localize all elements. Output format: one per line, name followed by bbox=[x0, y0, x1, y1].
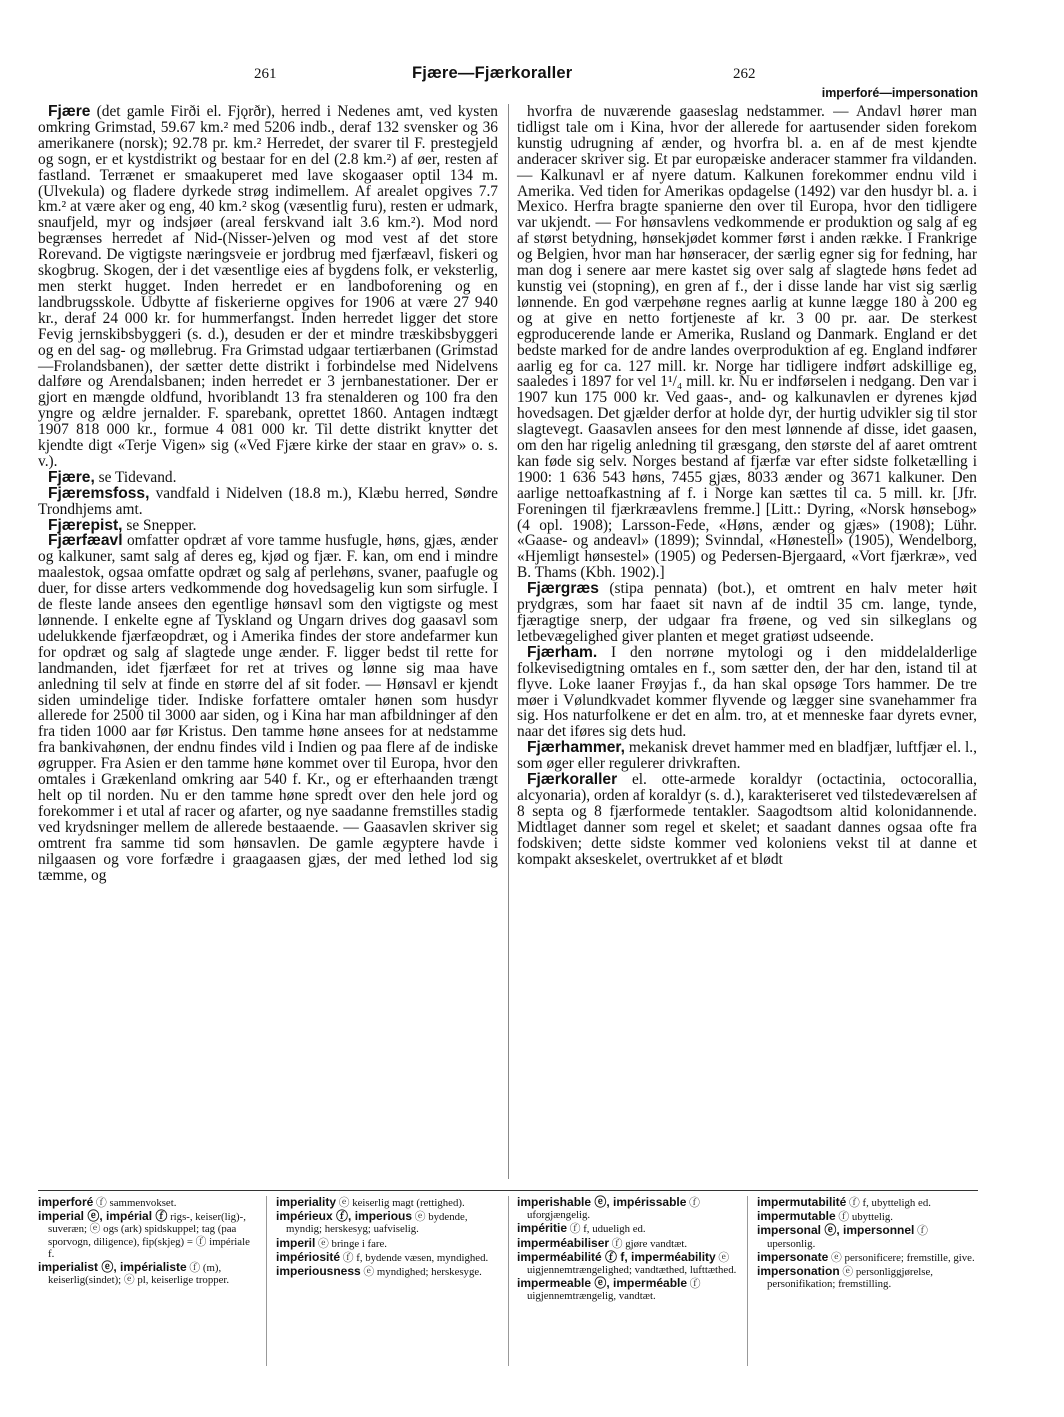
dictionary-entry bbox=[38, 518, 498, 534]
dictionary-entry bbox=[517, 1222, 737, 1235]
headword: impersonation bbox=[757, 1264, 840, 1279]
headword: Fjærkoraller bbox=[527, 771, 618, 789]
page-number-right: 262 bbox=[733, 66, 756, 82]
running-title: Fjære—Fjærkoraller bbox=[412, 64, 573, 82]
headword: Fjære, bbox=[48, 468, 95, 486]
page-number-left: 261 bbox=[254, 66, 277, 82]
entry-text: (stipa pennata) (bot.), et omtrent en halv meter høit prydgræs, som har faaet sit navn af de indtil 35 cm. lange, tynde, fjæragtige snerp, der udgaar fra frøene, og ved sin silkeglans og letbevægelighed giver planten et meget gratiøst udseende. bbox=[517, 580, 977, 645]
headword: imperil bbox=[276, 1235, 316, 1250]
entry-text: ⓕ upersonlig. bbox=[767, 1225, 928, 1250]
entry-text: ⓔ keiserlig magt (rettighed). bbox=[336, 1197, 465, 1209]
dictionary-entry bbox=[517, 104, 977, 581]
dictionary-entry bbox=[757, 1251, 977, 1264]
column-divider bbox=[508, 104, 509, 1179]
headword: impéritie bbox=[517, 1221, 568, 1236]
entry-text: ⓔ bringe i fare. bbox=[315, 1237, 388, 1250]
headword: impérieux ⓕ, imperious bbox=[276, 1209, 413, 1224]
entry-text: (det gamle Firði el. Fjǫrðr), herred i Nedenes amt, ved kysten omkring Grimstad, 59.67 km.² med 5206 indb., deraf 132 svensker og 36 amerikanere (norsk); 92.78 pr. km.² Herredet, der svarer til F. prestegjeld og sogn, er et kystdistrikt og bestaar for en del (2.8 km.²) af øer, resten af fastland. Terrænet er smaakuperet med lave skogaaser optil 134 m. (Ulvekula) og fladere dyrkede strøg indimellem. Af arealet opgives 7.7 km.² at være aker og eng, 40 km.² skog (væsentlig furu), resten er udmark, snaufjeld, myr og indsjøer (areal ferskvand ialt 3.6 km.²). Mod nord begrænses herredet af Nid-(Nisser-)elven og mod vest af det store Rorevand. De vigtigste næringsveie er jordbrug med fjærfæavl, fiskeri og skogbrug. Skogen, der i det væsentlige eies af bygdens folk, er veksterlig, men sterkt hugget. Inden herredet er en landboforening og en landbrugsskole. Udbytte af fiskerierne opgives for 1906 at være 27 940 kr., deraf 24 000 kr. for hummerfangst. Inden herredet ligger det store Fevig jernskibsbyggeri (s. d.), desuden er der et mindre træskibsbyggeri og en del sag- og møllebrug. Fra Grimstad udgaar tertiærbanen (Grimstad—Frolandsbanen), der sætter dette distrikt i forbindelse med Nidelvens dalføre og Arendalsbanen; inden herredet er 3 jernbanestationer. Der er gjort en mængde oldfund, hvoriblandt 13 fra stenalderen og 100 fra den yngre og ældre jernalder. F. sparebank, oprettet 1860. Antagen indtægt 1907 818 000 kr., formue 4 081 000 kr. Til dette distrikt knytter det kjendte digt «Terje Vigen» sig («Ved Fjære kirke der staar en grav» o. s. v.). bbox=[38, 103, 498, 470]
guide-words: imperforé—impersonation bbox=[821, 86, 978, 100]
dictionary-entry bbox=[517, 1237, 737, 1250]
dictionary-entry bbox=[38, 1196, 258, 1209]
headword: imperiality bbox=[276, 1195, 337, 1209]
headword: imperiousness bbox=[276, 1264, 361, 1279]
headword: Fjærham. bbox=[527, 643, 598, 661]
dictionary-entry bbox=[517, 645, 977, 740]
headword: imperméabilité ⓕ f, imperméability bbox=[517, 1249, 716, 1264]
dictionary-entry bbox=[757, 1224, 977, 1249]
dictionary-entry bbox=[757, 1210, 977, 1223]
headword: Fjærepist, bbox=[48, 516, 123, 534]
headword: impermutable bbox=[757, 1209, 836, 1224]
entry-text: ⓔ myndighed; herskesyge. bbox=[360, 1266, 482, 1279]
entry-text: ⓔ uigjennemtrængelighed; vandtæthed, lufttæthed. bbox=[527, 1251, 737, 1277]
glossary-column-3 bbox=[517, 1196, 737, 1304]
entry-text: ⓔ bydende, myndig; herskesyg; uafviselig. bbox=[286, 1211, 468, 1236]
headword: impermeable ⓔ, imperméable bbox=[517, 1276, 688, 1291]
headword: impersonate bbox=[757, 1249, 829, 1264]
headword: imperishable ⓔ, impérissable bbox=[517, 1195, 687, 1209]
entry-text: ⓕ (m), keiserlig(sindet); ⓔ pl, keiserlige tropper. bbox=[48, 1262, 230, 1287]
dictionary-entry bbox=[38, 1261, 258, 1286]
dictionary-entry bbox=[38, 470, 498, 486]
entry-text: omfatter opdræt af vore tamme husfugle, høns, gjæs, ænder og kalkuner, samt salg af deres eg, kjød og fjær. F. kan, om end i mindre maalestok, ogsaa omfatte opdræt og salg af perlehøns, svaner, paafugle og duer, for disse arters vedkommende dog hovedsagelig kun som sirfugle. I de fleste lande ansees den egentlige hønsavl som den vigtigste og mest lønnende. I enkelte egne af Tyskland og Ungarn drives dog gaasavl som udelukkende fjærfæopdræt, og i Amerika findes der store andefarmer kun for opdræt og salg af slagtede unge ænder. F. ligger bedst til rette for landmanden, idet fjærfæet for ret at trives og lønne sig maa have anledning til selv at finde en større del af sit foder. — Hønsavl er kjendt siden umindelige tider. Indiske forfattere omtaler hønen som husdyr allerede for 2500 til 3000 aar siden, og i Kina har man afbildninger af den fra tiden 1000 aar før Kristus. Den tamme høne ansees for at nedstamme fra bankivahønen, der endnu findes vild i Indien og paa flere af de indiske øgrupper. Fra Asien er den tamme høne kommet over til Europa, hvor den omtales i Grækenland omkring aar 540 f. Kr., og er efterhaanden trængt helt op til norden. Nu er den tamme høne spredt over den hele jord og forekommer i et utal af racer og afarter, og nye saadanne fremstilles stadig ved krydsninger mellem de allerede bestaaende. — Gaasavlen skriver sig omtrent fra samme tid som hønsavlen. De gamle ægyptere havde i nilgaasen og vore forfædre i graagaasen gjæs, der med lethed lod sig tæmme, og bbox=[38, 532, 498, 884]
entry-text: I den norrøne mytologi og i den middelalderlige folkevisedigtning omtales en f., som sætter den, der har den, istand til at flyve. Loke laaner Frøyjas f., da han skal opsøge Tors hammer. De tre møer i Vølundkvadet kommer flyvende og lægger sine svanehammer fra sig. Hos naturfolkene er det en alm. tro, at et menneske faar dyrets evner, naar det iføres sig dets hud. bbox=[517, 643, 977, 741]
entry-text: ⓕ f, bydende væsen, myndighed. bbox=[340, 1251, 489, 1264]
glossary-divider bbox=[266, 1196, 267, 1366]
dictionary-entry bbox=[276, 1265, 496, 1278]
entry-text: el. otte-armede koraldyr (octactinia, octocorallia, alcyonaria), orden af koraldyr (s. d.), karakteriseret ved tilstedeværelsen af 8 septa og 8 fjærformede tentakler. Saagodtsom altid kolonidannende. Midtlaget danner som regel et skelet; et saadant dannes ogsaa ofte fra fodskiven; dette sidste kommer ved koloniens vekst til at danne et kompakt akseskelet, overtrukket af et blødt bbox=[517, 771, 977, 868]
dictionary-entry bbox=[757, 1196, 977, 1209]
entry-text: se Tidevand. bbox=[94, 468, 177, 486]
glossary-divider bbox=[747, 1196, 748, 1366]
glossary-divider bbox=[508, 1196, 509, 1366]
footnote-rule bbox=[38, 1190, 978, 1191]
dictionary-entry bbox=[517, 581, 977, 645]
headword: imperialist ⓔ, impérialiste bbox=[38, 1260, 187, 1275]
entry-text: mekanisk drevet hammer med en bladfjær, luftfjær el. l., som øger eller regulerer drivkraften. bbox=[517, 739, 977, 773]
dictionary-entry bbox=[276, 1196, 496, 1209]
entry-text: ⓕ ubyttelig. bbox=[835, 1211, 893, 1224]
headword: imperial ⓔ, impérial ⓕ bbox=[38, 1209, 168, 1224]
dictionary-entry bbox=[276, 1237, 496, 1250]
headword: impériosité bbox=[276, 1249, 341, 1264]
headword: Fjærgræs bbox=[527, 580, 599, 598]
headword: Fjære bbox=[48, 103, 91, 120]
entry-text: vandfald i Nidelven (18.8 m.), Klæbu herred, Søndre Trondhjems amt. bbox=[38, 484, 498, 518]
headword: Fjærfæavl bbox=[48, 532, 123, 550]
right-column bbox=[517, 104, 977, 868]
glossary-column-2 bbox=[276, 1196, 496, 1279]
entry-text: ⓕ gjøre vandtæt. bbox=[609, 1237, 688, 1250]
headword: Fjærhammer, bbox=[527, 739, 625, 757]
entry-text: se Snepper. bbox=[122, 516, 197, 534]
entry-text: ⓕ f, udueligh ed. bbox=[567, 1223, 646, 1236]
headword: imperforé bbox=[38, 1195, 94, 1209]
dictionary-entry bbox=[38, 486, 498, 518]
dictionary-entry bbox=[276, 1251, 496, 1264]
dictionary-entry bbox=[517, 1196, 737, 1221]
entry-text: ⓕ uigjennemtrængelig, vandtæt. bbox=[527, 1278, 701, 1303]
headword: imperméabiliser bbox=[517, 1235, 610, 1250]
headword: Fjæremsfoss, bbox=[48, 484, 150, 502]
dictionary-entry bbox=[276, 1210, 496, 1235]
headword: impersonal ⓔ, impersonnel bbox=[757, 1223, 915, 1238]
dictionary-entry bbox=[517, 1251, 737, 1276]
entry-text: ⓕ sammenvokset. bbox=[93, 1197, 177, 1209]
dictionary-entry bbox=[517, 772, 977, 867]
entry-text: rigs-, keiser(lig)-, suveræn; ⓔ ogs (ark) spidskuppel; tag (paa sporvogn, diligence), fip(skjeg) = ⓕ impériale f. bbox=[48, 1211, 250, 1260]
dictionary-entry bbox=[38, 104, 498, 470]
headword: impermutabilité bbox=[757, 1195, 847, 1209]
dictionary-entry bbox=[517, 1277, 737, 1302]
glossary-column-1 bbox=[38, 1196, 258, 1287]
dictionary-entry bbox=[38, 1210, 258, 1260]
glossary-column-4 bbox=[757, 1196, 977, 1291]
left-column bbox=[38, 104, 498, 883]
entry-text: ⓕ uforgjængelig. bbox=[527, 1197, 700, 1222]
dictionary-entry bbox=[517, 740, 977, 772]
dictionary-entry bbox=[757, 1265, 977, 1290]
entry-text: hvorfra de nuværende gaaseslag nedstammer. — Andavl hører man tidligst tale om i Kina, hvor der allerede for aartusender siden forekom kunstig udrugning af ænder, og hvorfra bl. a. en af de mest kjendte anderacer skriver sig. Et par europæiske anderacer stammer fra vildanden. — Kalkunavl er af nyere datum. Kalkunen forekommer endnu vild i Amerika. Ved tiden for Amerikas opdagelse (1492) var den husdyr bl. a. i Mexico. Herfra bragte spanierne den over til Europa, hvor den tidligere var ukjendt. — For hønsavlens vedkommende er produktion og salg af eg af størst betydning, hønsekjødet kommer først i anden række. I Frankrige og Belgien, hvor man har hønseracer, der særlig egner sig for fedning, har man dog i senere aar mere kastet sig over salg af slagtede høns fedet ad kunstig vei (stopning), en gren af f., der i disse lande har vist sig særlig lønnende. En god værpehøne regnes aarlig at kunne lægge 180 à 200 eg og at give en netto fortjeneste af kr. 3 00 pr. aar. De sterkest egproducerende lande er Amerika, Rusland og Danmark. England er det bedste marked for de andre landes overproduktion af eg. England indfører aarlig eg for ca. 127 mill. kr. Norge har tidligere indført adskillige eg, saaledes i 1897 for vel 1¹/₄ mill. kr. Nu er indførselen i nedgang. Den var i 1907 kun 175 000 kr. Ved gaas-, and- og kalkunavlen er dyrenes kjød hovedsagen. Det gjælder derfor at holde dyr, der hurtig udvikler sig til stor slagtevegt. Gaasavlen ansees for den mest lønnende af disse, idet gaasen, om den har rigelig anledning til græsgang, den største del af aaret omtrent kan føde sig selv. Norges bestand af fjærfæ var efter sidste folketælling i 1900: 1 636 543 høns, 7455 gjæs, 8033 ænder og 3671 kalkuner. Den aarlige nettoafkastning af f. i Norge kan sættes til ca. 5 mill. kr. [Jfr. Foreningen til fjærkræavlens fremme.] [Litt.: Dyring, «Norsk hønsebog» (4 opl. 1908); Larsson-Fede, «Høns, ænder og gjæs» (1908); Lühr. «Gaase- og andeavl» (1899); Svinndal, «Hønestell» (1905), Wendelborg, «Hjemligt hønsestel» (1905) og Pedersen-Bjergaard, «Vort fjærkræ», ved B. Thams (Kbh. 1902).] bbox=[517, 103, 977, 582]
dictionary-entry bbox=[38, 533, 498, 883]
entry-text: ⓕ f, ubytteligh ed. bbox=[846, 1197, 931, 1209]
entry-text: ⓔ personificere; fremstille, give. bbox=[828, 1251, 975, 1264]
entry-text: ⓔ personliggjørelse, personifikation; fremstilling. bbox=[767, 1266, 933, 1291]
